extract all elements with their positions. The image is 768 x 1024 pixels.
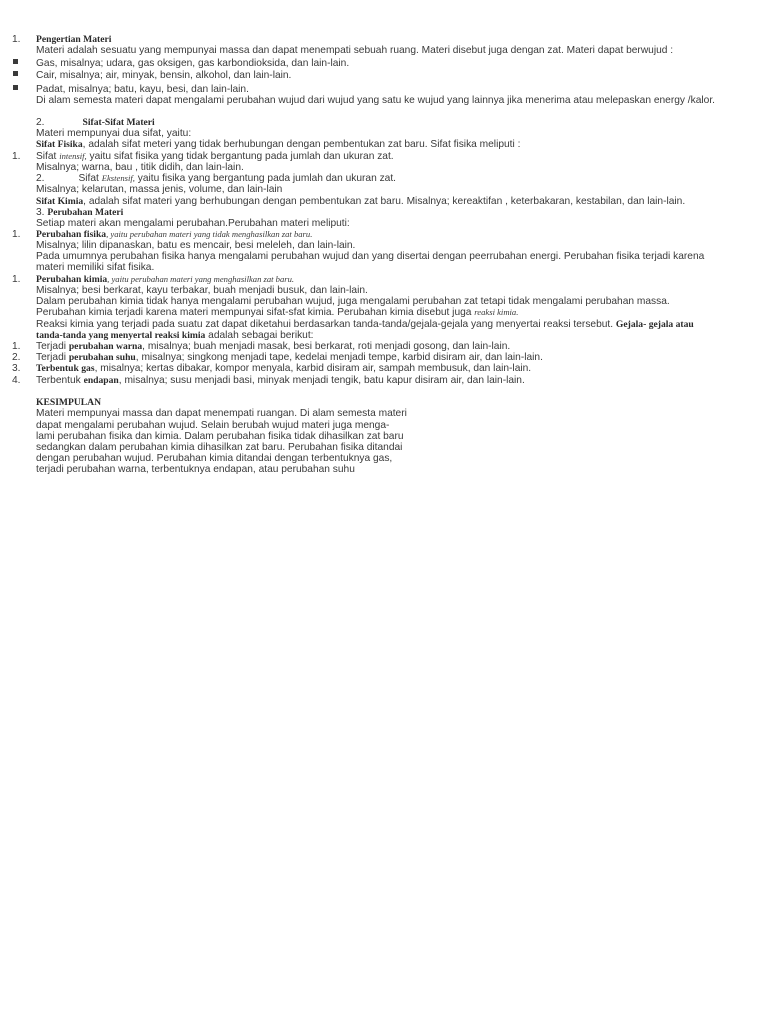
text-line: Terjadi perubahan warna, misalnya; buah menjadi masak, besi berkarat, roti menjadi gosong, dan lain-lain. [36, 341, 511, 352]
text-line: Cair, misalnya; air, minyak, bensin, alkohol, dan lain-lain. [36, 70, 292, 81]
list-number: 1. [12, 229, 21, 240]
heading-pengertian-materi: Pengertian Materi [36, 34, 112, 45]
square-bullet-icon [13, 85, 18, 90]
text-line: Sifat intensif, yaitu sifat fisika yang tidak bergantung pada jumlah dan ukuran zat. [36, 151, 394, 162]
text-line: Perubahan fisika, yaitu perubahan materi yang tidak menghasilkan zat baru. [36, 229, 313, 240]
text-line: Perubahan kimia, yaitu perubahan materi yang menghasilkan zat baru. [36, 274, 295, 285]
text-line: Pada umumnya perubahan fisika hanya mengalami perubahan wujud dan yang disertai dengan peerrubahan energi. Perubahan fisika terjadi karena [36, 251, 705, 262]
text-line: dapat mengalami perubahan wujud. Selain berubah wujud materi juga menga- [36, 420, 390, 431]
text-line: Materi mempunyai dua sifat, yaitu: [36, 128, 192, 139]
list-number: 1. [12, 151, 21, 162]
heading-perubahan-materi: 3. Perubahan Materi [36, 207, 124, 218]
list-number: 1. [12, 34, 21, 45]
list-number: 1. [12, 274, 21, 285]
square-bullet-icon [13, 71, 18, 76]
text-line: Perubahan kimia terjadi karena materi mempunyai sifat-sfat kimia. Perubahan kimia disebut juga reaksi kimia. [36, 307, 519, 318]
text-line: sedangkan dalam perubahan kimia dihasilkan zat baru. Perubahan fisika ditandai [36, 442, 403, 453]
text-line: Misalnya; warna, bau , titik didih, dan lain-lain. [36, 162, 244, 173]
list-number: 3. [12, 363, 21, 374]
text-line: Reaksi kimia yang terjadi pada suatu zat dapat diketahui berdasarkan tanda-tanda/gejala-gejala yang menyertai reaksi tersebut. Gejala- gejala atau [36, 319, 694, 330]
heading-kesimpulan: KESIMPULAN [36, 397, 102, 408]
text-line: materi memiliki sifat fisika. [36, 262, 155, 273]
square-bullet-icon [13, 59, 18, 64]
text-line: Misalnya; besi berkarat, kayu terbakar, buah menjadi busuk, dan lain-lain. [36, 285, 368, 296]
list-number: 1. [12, 341, 21, 352]
list-number: 4. [12, 375, 21, 386]
text-line: Materi mempunyai massa dan dapat menempati ruangan. Di alam semesta materi [36, 408, 407, 419]
text-line: 2. Sifat Ekstensif, yaitu fisika yang bergantung pada jumlah dan ukuran zat. [36, 173, 396, 184]
text-line: Sifat Fisika, adalah sifat meteri yang tidak berhubungan dengan pembentukan zat baru. Sifat fisika meliputi : [36, 139, 521, 150]
text-line: Dalam perubahan kimia tidak hanya mengalami perubahan wujud, juga mengalami perubahan zat tetapi tidak mengalami perubahan massa. [36, 296, 670, 307]
list-number: 2. [12, 352, 21, 363]
heading-sifat-materi: 2. Sifat-Sifat Materi [36, 117, 155, 128]
text-line: Misalnya; lilin dipanaskan, batu es mencair, besi meleleh, dan lain-lain. [36, 240, 356, 251]
text-line: Misalnya; kelarutan, massa jenis, volume, dan lain-lain [36, 184, 283, 195]
text-line: Terbentuk gas, misalnya; kertas dibakar, kompor menyala, karbid disiram air, sampah membusuk, dan lain-lain. [36, 363, 532, 374]
text-line: tanda-tanda yang menyertal reaksi kimia adalah sebagai berikut: [36, 330, 314, 341]
text-line: Terbentuk endapan, misalnya; susu menjadi basi, minyak menjadi tengik, batu kapur disiram air, dan lain-lain. [36, 375, 525, 386]
text-line: Setiap materi akan mengalami perubahan.Perubahan materi meliputi: [36, 218, 350, 229]
text-line: Di alam semesta materi dapat mengalami perubahan wujud dari wujud yang satu ke wujud yang lainnya jika menerima atau melepaskan energy /kalor. [36, 95, 715, 106]
text-line: Gas, misalnya; udara, gas oksigen, gas karbondioksida, dan lain-lain. [36, 58, 350, 69]
text-line: lami perubahan fisika dan kimia. Dalam perubahan fisika tidak dihasilkan zat baru [36, 431, 404, 442]
text-line: Terjadi perubahan suhu, misalnya; singkong menjadi tape, kedelai menjadi tempe, karbid disiram air, dan lain-lain. [36, 352, 543, 363]
text-line: Materi adalah sesuatu yang mempunyai massa dan dapat menempati sebuah ruang. Materi disebut juga dengan zat. Materi dapat berwujud : [36, 45, 674, 56]
text-line: Padat, misalnya; batu, kayu, besi, dan lain-lain. [36, 84, 249, 95]
text-line: dengan perubahan wujud. Perubahan kimia ditandai dengan terbentuknya gas, [36, 453, 393, 464]
text-line: terjadi perubahan warna, terbentuknya endapan, atau perubahan suhu [36, 464, 355, 475]
text-line: Sifat Kimia, adalah sifat materi yang berhubungan dengan pembentukan zat baru. Misalnya; kereaktifan , keterbakaran, kestabilan, dan lain-lain. [36, 196, 686, 207]
